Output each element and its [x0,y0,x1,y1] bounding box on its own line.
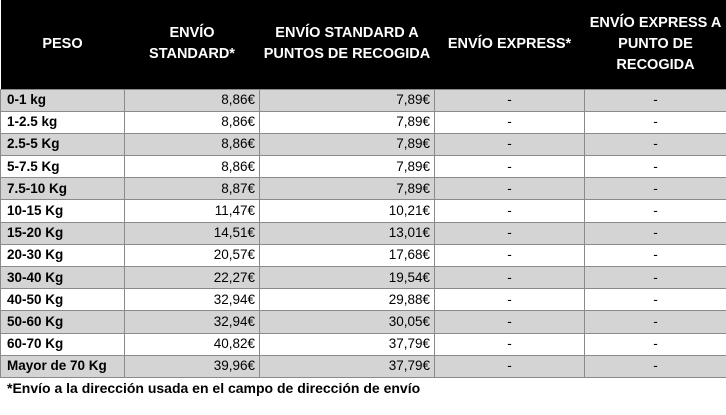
standard-price-cell: 8,86€ [125,133,260,155]
header-weight: PESO [42,35,83,52]
express-pickup-price-cell: - [585,267,726,289]
express-price-cell: - [435,156,585,178]
weight-cell: 10-15 Kg [1,200,125,222]
weight-cell: 40-50 Kg [1,289,125,311]
table-row [1,311,726,333]
express-price-cell: - [435,178,585,200]
weight-cell: 1-2.5 kg [1,111,125,133]
weight-cell: 60-70 Kg [1,333,125,355]
express-pickup-price-cell: - [585,333,726,355]
standard-pickup-price-cell: 10,21€ [260,200,435,222]
weight-cell: Mayor de 70 Kg [1,355,125,377]
table-row [1,178,726,200]
standard-price-cell: 11,47€ [125,200,260,222]
table-row [1,156,726,178]
standard-pickup-price-cell: 7,89€ [260,89,435,111]
express-price-cell: - [435,355,585,377]
table-header [1,0,726,89]
express-price-cell: - [435,222,585,244]
express-price-cell: - [435,333,585,355]
standard-price-cell: 8,86€ [125,156,260,178]
weight-cell: 2.5-5 Kg [1,133,125,155]
standard-price-cell: 39,96€ [125,355,260,377]
express-pickup-price-cell: - [585,289,726,311]
standard-pickup-price-cell: 30,05€ [260,311,435,333]
express-pickup-price-cell: - [585,200,726,222]
express-price-cell: - [435,311,585,333]
weight-cell: 5-7.5 Kg [1,156,125,178]
express-pickup-price-cell: - [585,222,726,244]
table-row [1,222,726,244]
header-express-shipping: ENVÍO EXPRESS* [447,35,572,52]
express-pickup-price-cell: - [585,111,726,133]
footnote: *Envío a la dirección usada en el campo de dirección de envío [7,380,421,396]
header-standard-shipping: ENVÍO STANDARD* [149,25,235,63]
standard-price-cell: 40,82€ [125,333,260,355]
standard-pickup-price-cell: 7,89€ [260,111,435,133]
table-body [1,89,726,377]
standard-pickup-price-cell: 19,54€ [260,267,435,289]
table-row [1,333,726,355]
weight-cell: 30-40 Kg [1,267,125,289]
express-price-cell: - [435,133,585,155]
standard-pickup-price-cell: 7,89€ [260,178,435,200]
express-pickup-price-cell: - [585,133,726,155]
standard-price-cell: 20,57€ [125,244,260,266]
standard-pickup-price-cell: 7,89€ [260,156,435,178]
standard-pickup-price-cell: 13,01€ [260,222,435,244]
express-price-cell: - [435,89,585,111]
express-pickup-price-cell: - [585,311,726,333]
express-price-cell: - [435,200,585,222]
standard-pickup-price-cell: 7,89€ [260,133,435,155]
standard-price-cell: 8,86€ [125,111,260,133]
standard-pickup-price-cell: 37,79€ [260,355,435,377]
standard-pickup-price-cell: 17,68€ [260,244,435,266]
table-row [1,200,726,222]
express-pickup-price-cell: - [585,355,726,377]
express-pickup-price-cell: - [585,156,726,178]
table-row [1,111,726,133]
standard-price-cell: 8,86€ [125,89,260,111]
standard-price-cell: 32,94€ [125,289,260,311]
table-row [1,133,726,155]
header-express-pickup-shipping: ENVÍO EXPRESS A PUNTO DE RECOGIDA [589,14,722,73]
express-price-cell: - [435,244,585,266]
express-pickup-price-cell: - [585,244,726,266]
table-row [1,244,726,266]
standard-price-cell: 14,51€ [125,222,260,244]
header-standard-pickup-shipping: ENVÍO STANDARD A PUNTOS DE RECOGIDA [263,25,431,63]
standard-price-cell: 8,87€ [125,178,260,200]
weight-cell: 7.5-10 Kg [1,178,125,200]
express-pickup-price-cell: - [585,178,726,200]
standard-pickup-price-cell: 37,79€ [260,333,435,355]
standard-pickup-price-cell: 29,88€ [260,289,435,311]
weight-cell: 15-20 Kg [1,222,125,244]
weight-cell: 0-1 kg [1,89,125,111]
standard-price-cell: 32,94€ [125,311,260,333]
standard-price-cell: 22,27€ [125,267,260,289]
weight-cell: 50-60 Kg [1,311,125,333]
table-row [1,89,726,111]
express-pickup-price-cell: - [585,89,726,111]
express-price-cell: - [435,267,585,289]
table-row [1,355,726,377]
weight-cell: 20-30 Kg [1,244,125,266]
express-price-cell: - [435,289,585,311]
express-price-cell: - [435,111,585,133]
header-row [1,0,726,89]
table-row [1,289,726,311]
table-row [1,267,726,289]
